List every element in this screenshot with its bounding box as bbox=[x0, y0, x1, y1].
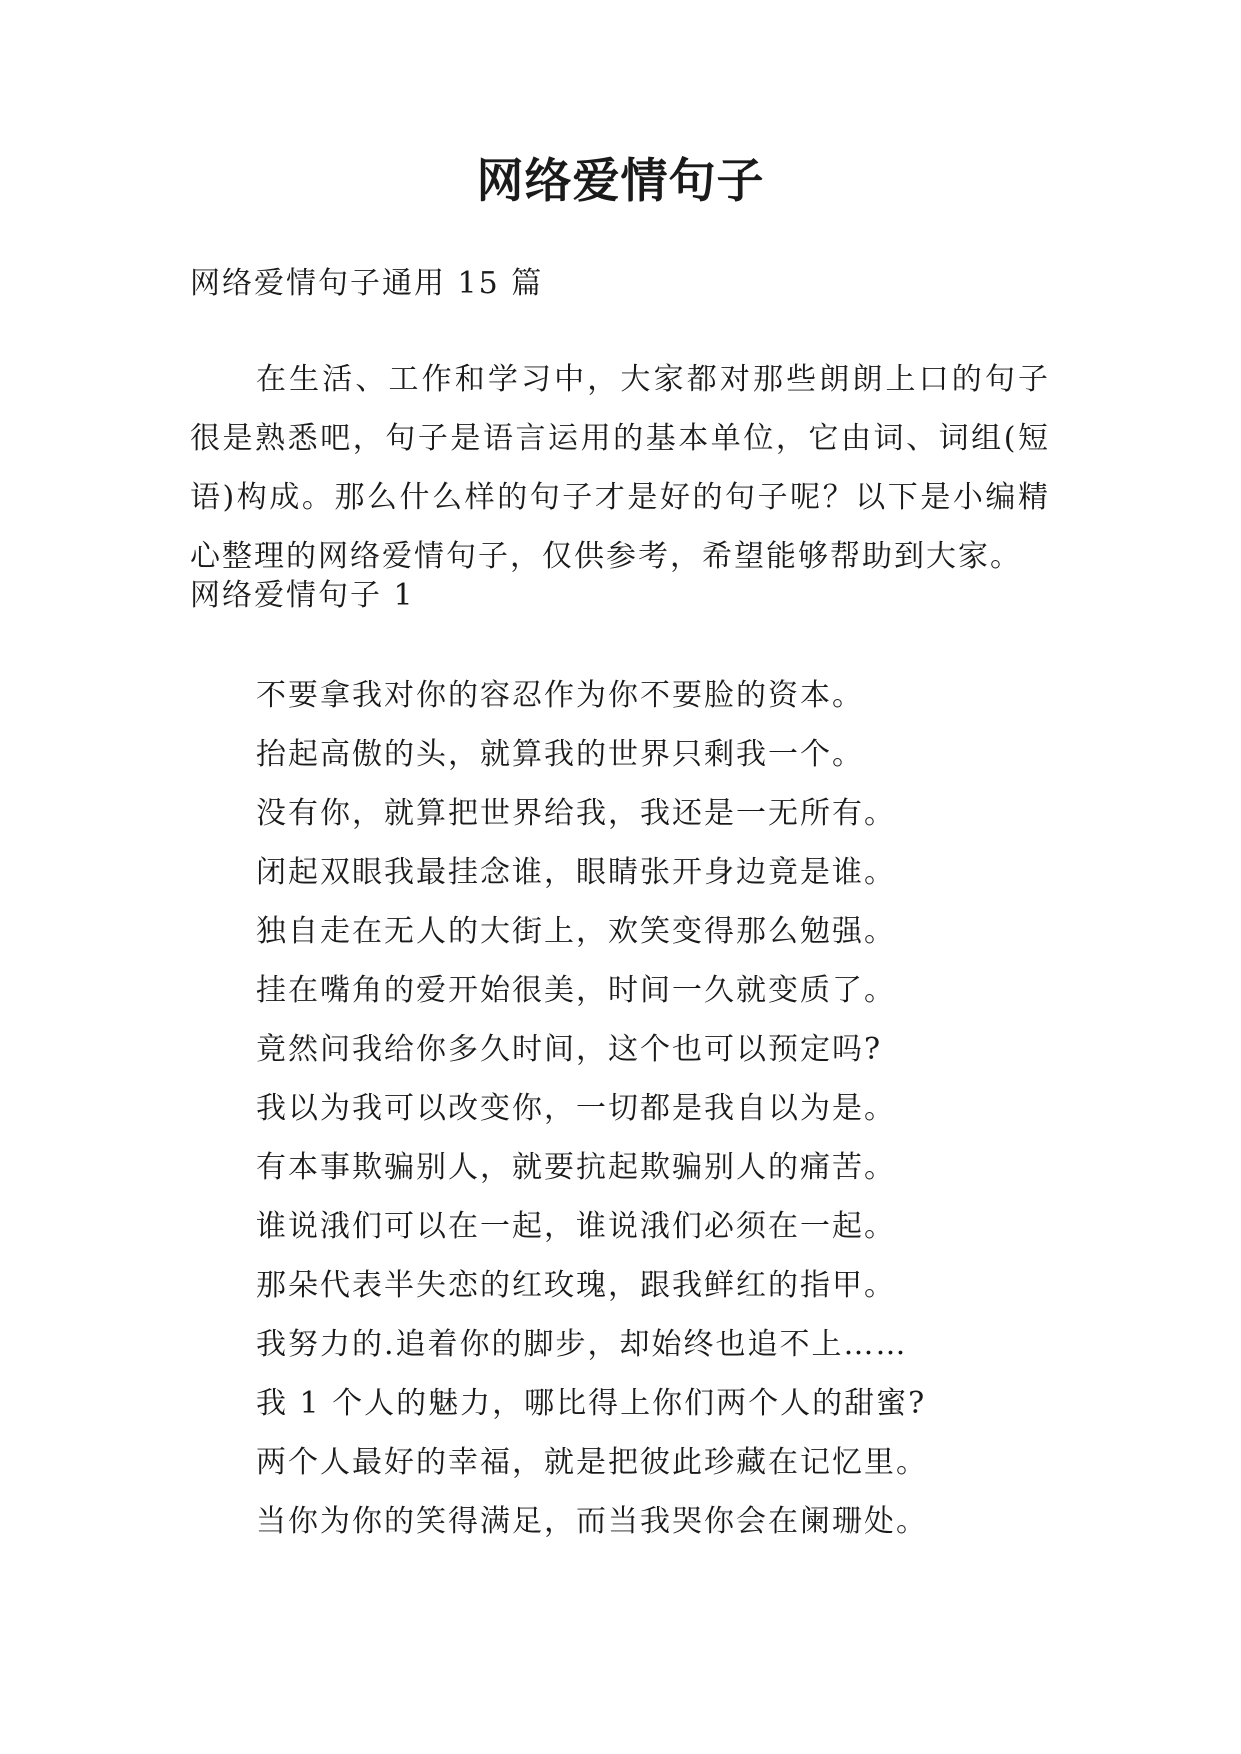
sentence-list bbox=[256, 666, 928, 1551]
sentence-line: 竟然问我给你多久时间，这个也可以预定吗? bbox=[256, 1032, 883, 1067]
sentence-line: 独自走在无人的大街上，欢笑变得那么勉强。 bbox=[256, 914, 896, 949]
sentence-line: 我努力的.追着你的脚步，却始终也追不上…… bbox=[256, 1327, 908, 1362]
sentence-line: 当你为你的笑得满足，而当我哭你会在阑珊处。 bbox=[256, 1504, 928, 1539]
section-heading: 网络爱情句子 1 bbox=[190, 578, 415, 613]
sentence-line: 那朵代表半失恋的红玫瑰，跟我鲜红的指甲。 bbox=[256, 1268, 896, 1303]
sentence-line: 没有你，就算把世界给我，我还是一无所有。 bbox=[256, 796, 896, 831]
intro-paragraph: 在生活、工作和学习中，大家都对那些朗朗上口的句子很是熟悉吧，句子是语言运用的基本单位，它由词、词组(短语)构成。那么什么样的句子才是好的句子呢？以下是小编精心整理的网络爱情句子，仅供参考，希望能够帮助到大家。 bbox=[190, 362, 1050, 574]
sentence-line: 挂在嘴角的爱开始很美，时间一久就变质了。 bbox=[256, 973, 896, 1008]
sentence-line: 抬起高傲的头，就算我的世界只剩我一个。 bbox=[256, 737, 864, 772]
sentence-line: 不要拿我对你的容忍作为你不要脸的资本。 bbox=[256, 678, 864, 713]
sentence-line: 我以为我可以改变你，一切都是我自以为是。 bbox=[256, 1091, 896, 1126]
sentence-line: 闭起双眼我最挂念谁，眼睛张开身边竟是谁。 bbox=[256, 855, 896, 890]
sentence-line: 两个人最好的幸福，就是把彼此珍藏在记忆里。 bbox=[256, 1445, 928, 1480]
sentence-line: 谁说涐们可以在一起，谁说涐们必须在一起。 bbox=[256, 1209, 896, 1244]
document-title: 网络爱情句子 bbox=[476, 154, 765, 209]
sentence-line: 我 1 个人的魅力，哪比得上你们两个人的甜蜜? bbox=[256, 1386, 927, 1421]
document-subtitle: 网络爱情句子通用 15 篇 bbox=[190, 266, 544, 301]
sentence-line: 有本事欺骗别人，就要抗起欺骗别人的痛苦。 bbox=[256, 1150, 896, 1185]
